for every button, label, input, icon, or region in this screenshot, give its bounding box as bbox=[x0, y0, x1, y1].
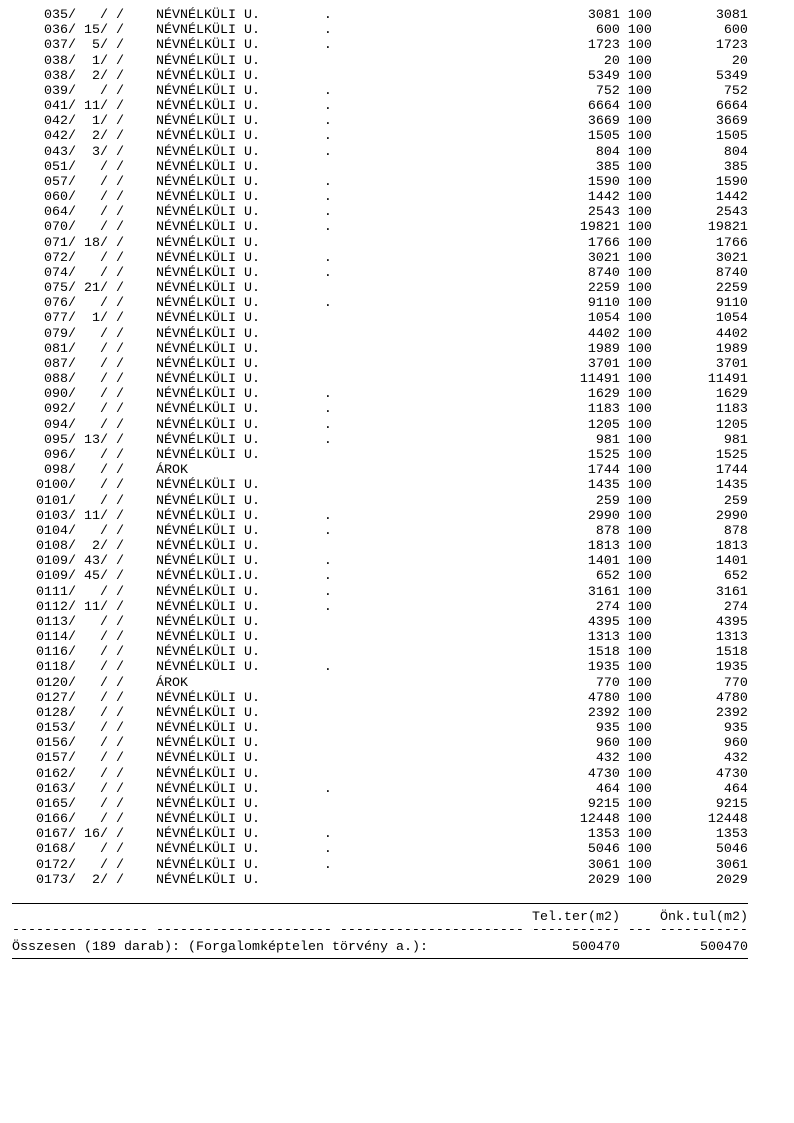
table-row: 042/ 2/ / NÉVNÉLKÜLI U. . 1505 100 1505 bbox=[12, 129, 748, 145]
table-bottom-rule bbox=[12, 958, 748, 959]
table-row: 094/ / / NÉVNÉLKÜLI U. . 1205 100 1205 bbox=[12, 417, 748, 433]
table-row: 0163/ / / NÉVNÉLKÜLI U. . 464 100 464 bbox=[12, 781, 748, 797]
table-row: 070/ / / NÉVNÉLKÜLI U. . 19821 100 19821 bbox=[12, 220, 748, 236]
table-row: 0153/ / / NÉVNÉLKÜLI U. 935 100 935 bbox=[12, 721, 748, 737]
table-row: 037/ 5/ / NÉVNÉLKÜLI U. . 1723 100 1723 bbox=[12, 38, 748, 54]
summary-note: (Forgalomképtelen törvény a.): bbox=[188, 940, 428, 955]
table-row: 0109/ 43/ / NÉVNÉLKÜLI U. . 1401 100 1401 bbox=[12, 554, 748, 570]
table-row: 057/ / / NÉVNÉLKÜLI U. . 1590 100 1590 bbox=[12, 174, 748, 190]
table-row: 0167/ 16/ / NÉVNÉLKÜLI U. . 1353 100 1353 bbox=[12, 827, 748, 843]
table-row: 042/ 1/ / NÉVNÉLKÜLI U. . 3669 100 3669 bbox=[12, 114, 748, 130]
table-row: 0113/ / / NÉVNÉLKÜLI U. 4395 100 4395 bbox=[12, 614, 748, 630]
column-header-tel-ter: Tel.ter(m2) bbox=[532, 910, 620, 925]
table-row: 075/ 21/ / NÉVNÉLKÜLI U. 2259 100 2259 bbox=[12, 281, 748, 297]
table-row: 092/ / / NÉVNÉLKÜLI U. . 1183 100 1183 bbox=[12, 402, 748, 418]
table-row: 039/ / / NÉVNÉLKÜLI U. . 752 100 752 bbox=[12, 83, 748, 99]
table-row: 0120/ / / ÁROK 770 100 770 bbox=[12, 675, 748, 691]
table-row: 0114/ / / NÉVNÉLKÜLI U. 1313 100 1313 bbox=[12, 630, 748, 646]
table-row: 087/ / / NÉVNÉLKÜLI U. 3701 100 3701 bbox=[12, 356, 748, 372]
table-row: 079/ / / NÉVNÉLKÜLI U. 4402 100 4402 bbox=[12, 326, 748, 342]
table-row: 038/ 2/ / NÉVNÉLKÜLI U. 5349 100 5349 bbox=[12, 68, 748, 84]
table-row: 0128/ / / NÉVNÉLKÜLI U. 2392 100 2392 bbox=[12, 705, 748, 721]
table-row: 0101/ / / NÉVNÉLKÜLI U. 259 100 259 bbox=[12, 493, 748, 509]
table-row: 0172/ / / NÉVNÉLKÜLI U. . 3061 100 3061 bbox=[12, 857, 748, 873]
table-row: 0103/ 11/ / NÉVNÉLKÜLI U. . 2990 100 2990 bbox=[12, 508, 748, 524]
summary-tel-ter-total: 500470 bbox=[572, 940, 620, 955]
table-row: 0156/ / / NÉVNÉLKÜLI U. 960 100 960 bbox=[12, 736, 748, 752]
table-row: 077/ 1/ / NÉVNÉLKÜLI U. 1054 100 1054 bbox=[12, 311, 748, 327]
table-row: 0109/ 45/ / NÉVNÉLKÜLI.U. . 652 100 652 bbox=[12, 569, 748, 585]
column-header-onk-tul: Önk.tul(m2) bbox=[660, 910, 748, 925]
table-row: 064/ / / NÉVNÉLKÜLI U. . 2543 100 2543 bbox=[12, 205, 748, 221]
table-row: 0173/ 2/ / NÉVNÉLKÜLI U. 2029 100 2029 bbox=[12, 872, 748, 888]
table-row: 096/ / / NÉVNÉLKÜLI U. 1525 100 1525 bbox=[12, 447, 748, 463]
table-row: 0108/ 2/ / NÉVNÉLKÜLI U. 1813 100 1813 bbox=[12, 539, 748, 555]
table-row: 098/ / / ÁROK 1744 100 1744 bbox=[12, 463, 748, 479]
table-row: 0168/ / / NÉVNÉLKÜLI U. . 5046 100 5046 bbox=[12, 842, 748, 858]
table-row: 0165/ / / NÉVNÉLKÜLI U. 9215 100 9215 bbox=[12, 796, 748, 812]
table-row: 095/ 13/ / NÉVNÉLKÜLI U. . 981 100 981 bbox=[12, 432, 748, 448]
table-row: 081/ / / NÉVNÉLKÜLI U. 1989 100 1989 bbox=[12, 341, 748, 357]
table-row: 051/ / / NÉVNÉLKÜLI U. 385 100 385 bbox=[12, 159, 748, 175]
table-row: 076/ / / NÉVNÉLKÜLI U. . 9110 100 9110 bbox=[12, 296, 748, 312]
table-row: 035/ / / NÉVNÉLKÜLI U. . 3081 100 3081 bbox=[12, 8, 748, 23]
table-row: 0111/ / / NÉVNÉLKÜLI U. . 3161 100 3161 bbox=[12, 584, 748, 600]
table-row: 036/ 15/ / NÉVNÉLKÜLI U. . 600 100 600 bbox=[12, 23, 748, 39]
table-row: 074/ / / NÉVNÉLKÜLI U. . 8740 100 8740 bbox=[12, 265, 748, 281]
table-row: 0116/ / / NÉVNÉLKÜLI U. 1518 100 1518 bbox=[12, 645, 748, 661]
table-row: 0118/ / / NÉVNÉLKÜLI U. . 1935 100 1935 bbox=[12, 660, 748, 676]
table-row: 041/ 11/ / NÉVNÉLKÜLI U. . 6664 100 6664 bbox=[12, 99, 748, 115]
table-row: 072/ / / NÉVNÉLKÜLI U. . 3021 100 3021 bbox=[12, 250, 748, 266]
table-row: 0104/ / / NÉVNÉLKÜLI U. . 878 100 878 bbox=[12, 523, 748, 539]
summary-label: Összesen (189 darab): bbox=[12, 940, 180, 955]
table-row: 060/ / / NÉVNÉLKÜLI U. . 1442 100 1442 bbox=[12, 190, 748, 206]
table-row: 0162/ / / NÉVNÉLKÜLI U. 4730 100 4730 bbox=[12, 766, 748, 782]
table-row: 0166/ / / NÉVNÉLKÜLI U. 12448 100 12448 bbox=[12, 812, 748, 828]
column-separator-dashes: ----------------- ---------------------- ----------------------- ----------- --- ----------- bbox=[12, 923, 748, 938]
table-top-rule bbox=[12, 903, 748, 904]
table-row: 0100/ / / NÉVNÉLKÜLI U. 1435 100 1435 bbox=[12, 478, 748, 494]
table-row: 038/ 1/ / NÉVNÉLKÜLI U. 20 100 20 bbox=[12, 53, 748, 69]
table-row: 043/ 3/ / NÉVNÉLKÜLI U. . 804 100 804 bbox=[12, 144, 748, 160]
table-row: 0112/ 11/ / NÉVNÉLKÜLI U. . 274 100 274 bbox=[12, 599, 748, 615]
property-table bbox=[12, 8, 748, 888]
table-row: 0157/ / / NÉVNÉLKÜLI U. 432 100 432 bbox=[12, 751, 748, 767]
summary-onk-tul-total: 500470 bbox=[700, 940, 748, 955]
table-row: 0127/ / / NÉVNÉLKÜLI U. 4780 100 4780 bbox=[12, 690, 748, 706]
table-row: 071/ 18/ / NÉVNÉLKÜLI U. 1766 100 1766 bbox=[12, 235, 748, 251]
table-row: 090/ / / NÉVNÉLKÜLI U. . 1629 100 1629 bbox=[12, 387, 748, 403]
table-row: 088/ / / NÉVNÉLKÜLI U. 11491 100 11491 bbox=[12, 372, 748, 388]
